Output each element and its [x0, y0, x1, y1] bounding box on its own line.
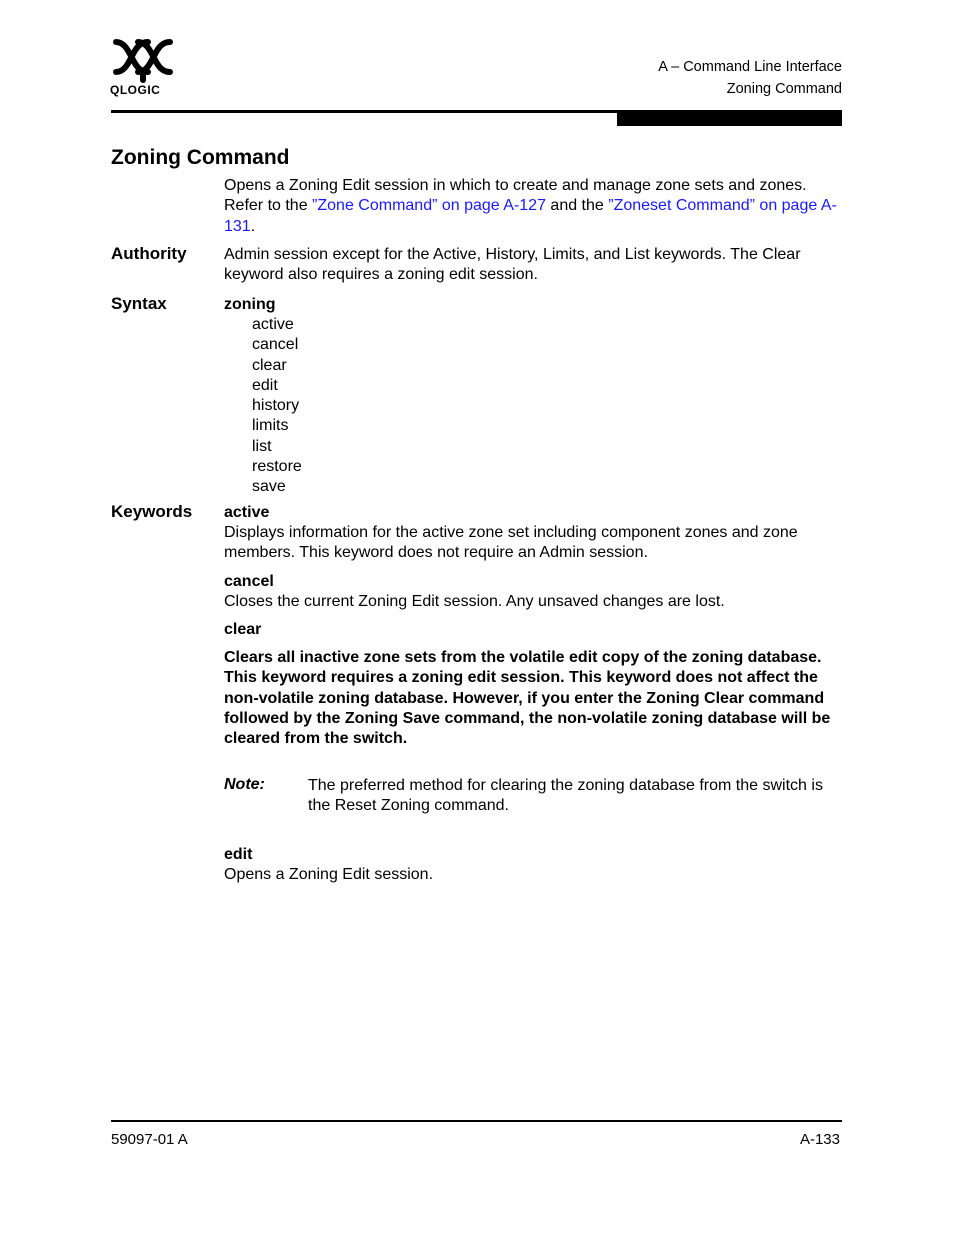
syntax-option: active	[252, 316, 294, 333]
note-label: Note:	[224, 776, 265, 793]
zone-command-link[interactable]: ”Zone Command” on page A-127	[312, 197, 546, 215]
syntax-command: zoning	[224, 296, 276, 313]
intro-text-2: and the	[545, 197, 609, 215]
keyword-active-desc: Displays information for the active zone set including component zones and zone members. This keyword does not require an Admin session.	[224, 524, 798, 562]
header-chapter: A – Command Line Interface	[658, 59, 842, 75]
intro-text-1: Opens a Zoning Edit session in which to create and manage zone sets and zones. Refer to the	[224, 177, 807, 215]
syntax-option: history	[252, 397, 300, 415]
note-text: The preferred method for clearing the zoning database from the switch is the Reset Zoning command.	[308, 777, 823, 815]
syntax-label: Syntax	[111, 294, 167, 313]
qlogic-logo	[110, 38, 176, 100]
intro-paragraph	[224, 176, 844, 237]
keyword-cancel-desc: Closes the current Zoning Edit session. Any unsaved changes are lost.	[224, 593, 725, 610]
syntax-option: restore	[252, 458, 302, 476]
syntax-option: save	[252, 478, 286, 496]
footer-page-number: A-133	[799, 1131, 840, 1148]
keyword-clear-desc: Clears all inactive zone sets from the volatile edit copy of the zoning database. This keyword requires a zoning edit session. This keyword does not affect the non-volatile zoning database. However, if you enter the Zoning Clear command followed by the Zoning Save command, the non-volatile zoning database will be cleared from the switch.	[224, 649, 831, 748]
authority-label: Authority	[111, 244, 187, 263]
zoneset-command-link[interactable]: ”Zoneset Command” on page A-131	[224, 197, 837, 235]
page-title: Zoning Command	[111, 146, 290, 169]
footer-rule	[111, 1120, 842, 1122]
keyword-active: active	[224, 504, 270, 521]
footer-doc-number: 59097-01 A	[111, 1131, 188, 1148]
syntax-option: limits	[252, 417, 289, 435]
syntax-option: clear	[252, 356, 287, 374]
keyword-edit: edit	[224, 846, 253, 863]
header-section: Zoning Command	[726, 81, 842, 97]
keywords-label: Keywords	[111, 502, 193, 521]
syntax-option: list	[252, 437, 272, 455]
authority-text: Admin session except for the Active, History, Limits, and List keywords. The Clear keyword also requires a zoning edit session.	[224, 246, 801, 284]
keyword-edit-desc: Opens a Zoning Edit session.	[224, 866, 434, 883]
header-rule-block	[617, 113, 842, 126]
syntax-options	[252, 315, 302, 498]
logo-wordmark: QLOGIC	[110, 83, 161, 97]
keyword-cancel: cancel	[224, 573, 274, 590]
syntax-option: edit	[252, 376, 278, 394]
intro-text-3: .	[250, 217, 256, 235]
syntax-option: cancel	[252, 336, 299, 354]
keyword-clear: clear	[224, 621, 262, 638]
